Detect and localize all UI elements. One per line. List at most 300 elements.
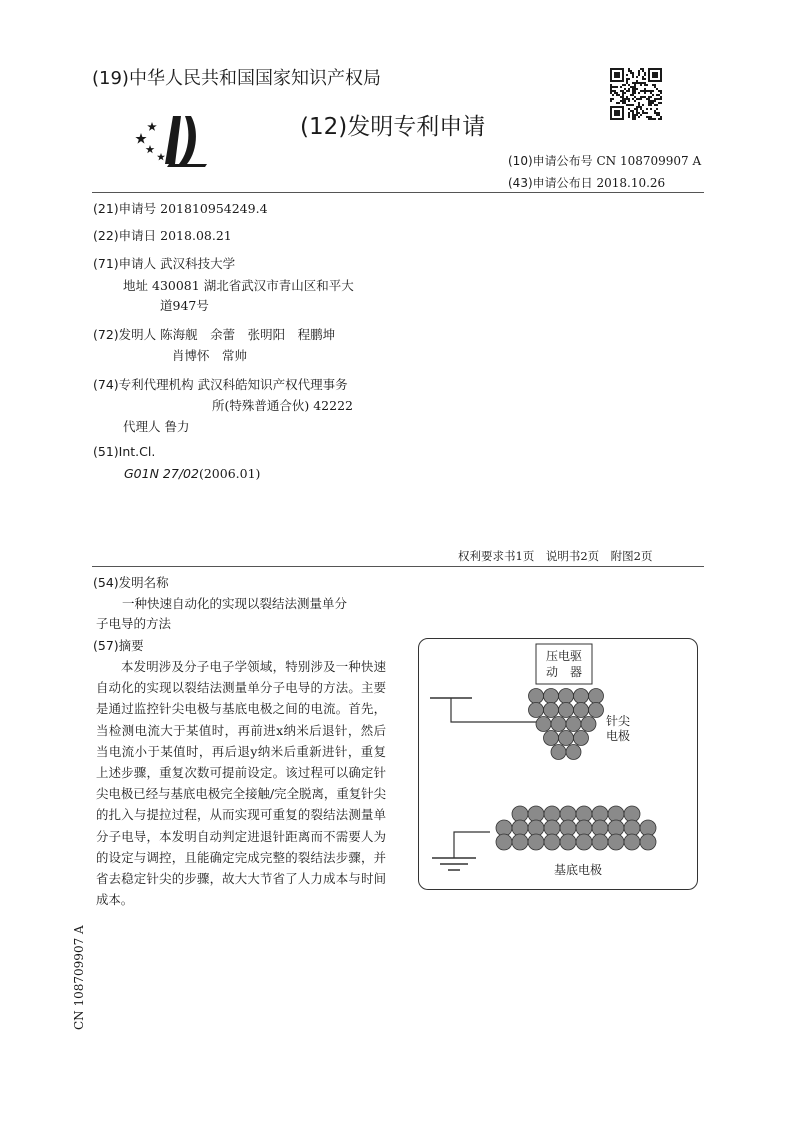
filing-date-label: (22)申请日 [93,228,157,243]
qr-module [632,94,634,96]
qr-module [638,98,640,100]
qr-module [634,86,636,88]
qr-module [628,88,630,90]
title-label: (54)发明名称 [93,575,169,590]
qr-module [652,100,654,102]
address-line-1: 430081 湖北省武汉市青山区和平大 [152,278,354,293]
qr-module [616,94,618,96]
qr-module [650,96,652,98]
qr-module [648,98,650,100]
qr-module [626,98,628,100]
substrate-label: 基底电极 [554,863,603,877]
qr-module [638,82,640,84]
header-rule [92,192,704,193]
intcl-row [93,444,155,459]
substrate-atom [592,834,608,850]
substrate-atom [512,834,528,850]
substrate-atom [512,820,528,836]
qr-module [632,72,634,74]
application-number: 201810954249.4 [160,201,268,216]
qr-module [658,90,660,92]
qr-module [636,114,638,116]
address-line-2: 道947号 [160,298,209,313]
qr-module [640,96,642,98]
qr-module [650,104,652,106]
qr-module [622,100,624,102]
qr-module [622,90,624,92]
qr-module [636,82,638,84]
substrate-wire [454,832,490,858]
qr-module [638,112,640,114]
qr-module [656,114,658,116]
substrate-atom [592,806,608,822]
filing-date: 2018.08.21 [160,228,232,243]
qr-module [640,84,642,86]
qr-module [640,90,642,92]
substrate-atom [608,834,624,850]
qr-module [634,82,636,84]
qr-module [638,104,640,106]
publication-number: CN 108709907 A [596,154,702,168]
qr-module [610,86,612,88]
applicant-row [93,254,235,272]
title-label-row [93,573,169,591]
qr-module [650,108,652,110]
qr-module [648,102,650,104]
qr-module [628,68,630,70]
qr-module [648,100,650,102]
qr-module [634,116,636,118]
qr-module [636,88,638,90]
address-label: 地址 [123,278,149,293]
qr-module [658,112,660,114]
substrate-atom [496,820,512,836]
substrate-atom [528,820,544,836]
tip-atom [581,717,596,732]
qr-module [636,98,638,100]
qr-module [658,118,660,120]
qr-module [650,116,652,118]
qr-module [646,84,648,86]
qr-module [632,90,634,92]
tip-atom [559,689,574,704]
qr-module [632,74,634,76]
qr-module [640,82,642,84]
qr-module [636,76,638,78]
qr-module [626,80,628,82]
address-row [123,276,354,294]
qr-module [628,108,630,110]
qr-module [658,114,660,116]
qr-module [624,98,626,100]
inventors-line-1: 陈海舰 余蕾 张明阳 程鹏坤 [160,327,336,342]
substrate-atom [576,806,592,822]
qr-module [624,84,626,86]
qr-module [632,88,634,90]
qr-module [612,98,614,100]
qr-module [622,98,624,100]
qr-module [650,90,652,92]
qr-module [638,92,640,94]
intcl-label: (51)Int.Cl. [93,444,156,459]
agency-label: (74)专利代理机构 [93,377,194,392]
qr-module [656,88,658,90]
qr-module [610,100,612,102]
qr-module [644,72,646,74]
qr-module [654,104,656,106]
side-publication-code: CN 108709907 A [72,925,86,1030]
qr-module [660,98,662,100]
qr-module [644,90,646,92]
qr-module [654,84,656,86]
qr-module [652,84,654,86]
qr-module [610,88,612,90]
pages-rule [92,566,704,567]
agent-row [123,417,190,435]
publication-number-label: (10)申请公布号 [508,154,593,168]
qr-module [628,90,630,92]
qr-module [644,78,646,80]
qr-module [636,110,638,112]
qr-module [654,112,656,114]
substrate-atom [592,820,608,836]
qr-module [614,92,616,94]
pages-info: 权利要求书1页 说明书2页 附图2页 [458,549,653,563]
substrate-atom [512,806,528,822]
qr-module [634,100,636,102]
qr-module [610,98,612,100]
tip-atom [536,717,551,732]
tip-atom [529,689,544,704]
substrate-atom [624,806,640,822]
qr-module [620,86,622,88]
qr-module [644,88,646,90]
qr-module [648,104,650,106]
qr-module [642,76,644,78]
substrate-atom [560,834,576,850]
qr-module [640,114,642,116]
qr-module [644,82,646,84]
qr-module [626,78,628,80]
qr-module [612,94,614,96]
qr-module [658,102,660,104]
tip-label-2: 电极 [606,729,631,743]
invention-title-line-2: 子电导的方法 [96,616,172,631]
qr-module [650,92,652,94]
substrate-atom [640,820,656,836]
qr-module [656,104,658,106]
cnipa-logo [135,112,210,168]
qr-module [628,70,630,72]
qr-module [640,108,642,110]
qr-module [654,86,656,88]
qr-module [634,88,636,90]
qr-module [642,104,644,106]
qr-module [632,112,634,114]
substrate-atom [576,834,592,850]
agency-row [93,375,348,393]
qr-module [632,104,634,106]
qr-module [630,94,632,96]
qr-module [638,106,640,108]
tip-atom [566,745,581,760]
qr-module [638,116,640,118]
qr-module [648,118,650,120]
qr-module [636,80,638,82]
qr-module [652,118,654,120]
qr-module [650,102,652,104]
qr-module [650,118,652,120]
tip-atom [566,717,581,732]
tip-atom [574,731,589,746]
qr-module [616,92,618,94]
qr-code [610,68,662,120]
tip-atom [544,731,559,746]
qr-module [622,102,624,104]
tip-atom [529,703,544,718]
qr-module [656,112,658,114]
qr-module [612,86,614,88]
qr-module [652,102,654,104]
qr-module [652,90,654,92]
qr-module [648,116,650,118]
qr-module [640,98,642,100]
qr-module [654,100,656,102]
qr-module [624,102,626,104]
invention-title-line-1: 一种快速自动化的实现以裂结法测量单分 [122,596,348,611]
qr-module [626,96,628,98]
qr-module [624,92,626,94]
qr-module [640,68,642,70]
qr-module [642,82,644,84]
qr-module [642,68,644,70]
substrate-atom [576,820,592,836]
qr-module [628,100,630,102]
substrate-atom [528,806,544,822]
qr-module [634,118,636,120]
filing-date-row [93,226,232,244]
abstract-text: 本发明涉及分子电子学领域，特别涉及一种快速自动化的实现以裂结法测量单分子电导的方法。主要是通过监控针尖电极与基底电极之间的电流。首先，当检测电流大于某值时，再前进x纳米后退针，然后当电流小于某值时，再后退y纳米后重新进针，重复上述步骤，重复次数可提前设定。该过程可以确定针尖电极已经与基底电极完全接触/完全脱离，重复针尖的扎入与提拉过程，从而实现可重复的裂结法测量单分子电导，本发明自动判定进退针距离而不需要人为的设定与调控，且能确定完成完整的裂结法步骤，并省去稳定针尖的步骤，故大大节省了人力成本与时间成本。 [96,659,386,908]
qr-module [642,112,644,114]
qr-module [656,108,658,110]
qr-module [622,84,624,86]
qr-module [632,98,634,100]
substrate-atom [544,806,560,822]
tip-atom [551,745,566,760]
tip-wire [451,698,538,722]
inventors-row [93,325,335,343]
qr-module [638,72,640,74]
substrate-atom [528,834,544,850]
agent-label: 代理人 [123,419,161,434]
qr-module [624,88,626,90]
agent: 鲁力 [164,419,190,434]
qr-module [620,100,622,102]
qr-module [618,94,620,96]
abstract-label-row [93,636,144,654]
qr-module [626,90,628,92]
qr-module [642,110,644,112]
qr-module [652,94,654,96]
intcl-value-row [124,466,260,481]
qr-module [632,116,634,118]
qr-module [636,112,638,114]
qr-module [646,98,648,100]
qr-module [632,92,634,94]
tip-label-1: 针尖 [606,714,631,728]
qr-module [636,106,638,108]
qr-module [628,104,630,106]
application-number-row [93,199,268,217]
qr-module [642,70,644,72]
qr-module [632,110,634,112]
tip-atom [574,703,589,718]
tip-atom [589,689,604,704]
qr-module [658,98,660,100]
qr-module [628,84,630,86]
substrate-atom [544,820,560,836]
abstract-label: (57)摘要 [93,638,144,653]
tip-atom [574,689,589,704]
qr-module [646,108,648,110]
applicant: 武汉科技大学 [160,256,236,271]
qr-module [638,74,640,76]
agency-line-1: 武汉科皓知识产权代理事务 [197,377,348,392]
qr-module [628,116,630,118]
qr-module [630,72,632,74]
document-kind: (12)发明专利申请 [300,114,486,140]
qr-module [630,70,632,72]
qr-module [646,90,648,92]
qr-module [634,108,636,110]
qr-module [656,94,658,96]
qr-module [622,94,624,96]
qr-module [610,90,612,92]
qr-module [626,74,628,76]
publication-date: 2018.10.26 [596,176,666,190]
tip-atoms [529,689,604,760]
qr-module [634,84,636,86]
qr-module [614,90,616,92]
substrate-atom [640,834,656,850]
qr-module [610,84,612,86]
intcl-year: (2006.01) [198,466,261,481]
qr-module [644,112,646,114]
qr-module [640,106,642,108]
qr-module [660,102,662,104]
qr-module [638,70,640,72]
substrate-atom [560,820,576,836]
inventors-line-2: 肖博怀 常帅 [172,348,248,363]
piezo-driver-label-2: 动 器 [545,665,583,679]
qr-module [612,90,614,92]
qr-module [642,90,644,92]
qr-module [624,100,626,102]
application-number-label: (21)申请号 [93,201,157,216]
substrate-atoms [496,806,656,850]
qr-module [626,82,628,84]
applicant-label: (71)申请人 [93,256,157,271]
qr-module [632,118,634,120]
qr-module [654,118,656,120]
qr-module [622,92,624,94]
qr-module [648,96,650,98]
tip-atom [551,717,566,732]
qr-module [618,102,620,104]
qr-module [634,96,636,98]
qr-module [660,96,662,98]
qr-module [628,98,630,100]
qr-module [616,102,618,104]
piezo-driver-label-1: 压电驱 [545,649,583,663]
qr-module [622,96,624,98]
qr-module [630,104,632,106]
qr-module [644,74,646,76]
substrate-atom [496,834,512,850]
qr-module [634,92,636,94]
qr-module [648,90,650,92]
qr-module [628,78,630,80]
qr-module [636,108,638,110]
substrate-atom [608,820,624,836]
qr-module [614,86,616,88]
issuing-office: (19)中华人民共和国国家知识产权局 [92,68,381,89]
qr-module [632,82,634,84]
publication-date-row [508,174,665,191]
qr-module [644,92,646,94]
qr-module [634,114,636,116]
publication-number-row [508,152,701,169]
qr-module [626,104,628,106]
substrate-atom [624,820,640,836]
qr-module [660,118,662,120]
qr-module [644,84,646,86]
qr-module [650,100,652,102]
qr-module [634,90,636,92]
publication-date-label: (43)申请公布日 [508,176,593,190]
qr-module [644,96,646,98]
qr-module [632,86,634,88]
qr-module [656,98,658,100]
qr-module [616,86,618,88]
qr-module [660,90,662,92]
qr-module [642,78,644,80]
qr-module [620,90,622,92]
qr-module [646,116,648,118]
agency-line-2: 所(特殊普通合伙) 42222 [212,398,353,413]
qr-module [660,116,662,118]
qr-module [620,96,622,98]
qr-module [628,112,630,114]
tip-atom [544,703,559,718]
qr-module [630,86,632,88]
tip-atom [544,689,559,704]
qr-module [632,76,634,78]
intcl-class: G01N 27/02 [124,466,199,481]
substrate-atom [560,806,576,822]
inventors-label: (72)发明人 [93,327,157,342]
qr-module [654,110,656,112]
qr-module [628,114,630,116]
qr-module [610,92,612,94]
qr-module [638,102,640,104]
qr-module [630,110,632,112]
qr-module [642,96,644,98]
figure-diagram [418,638,698,890]
substrate-atom [624,834,640,850]
qr-module [660,92,662,94]
qr-module [646,112,648,114]
